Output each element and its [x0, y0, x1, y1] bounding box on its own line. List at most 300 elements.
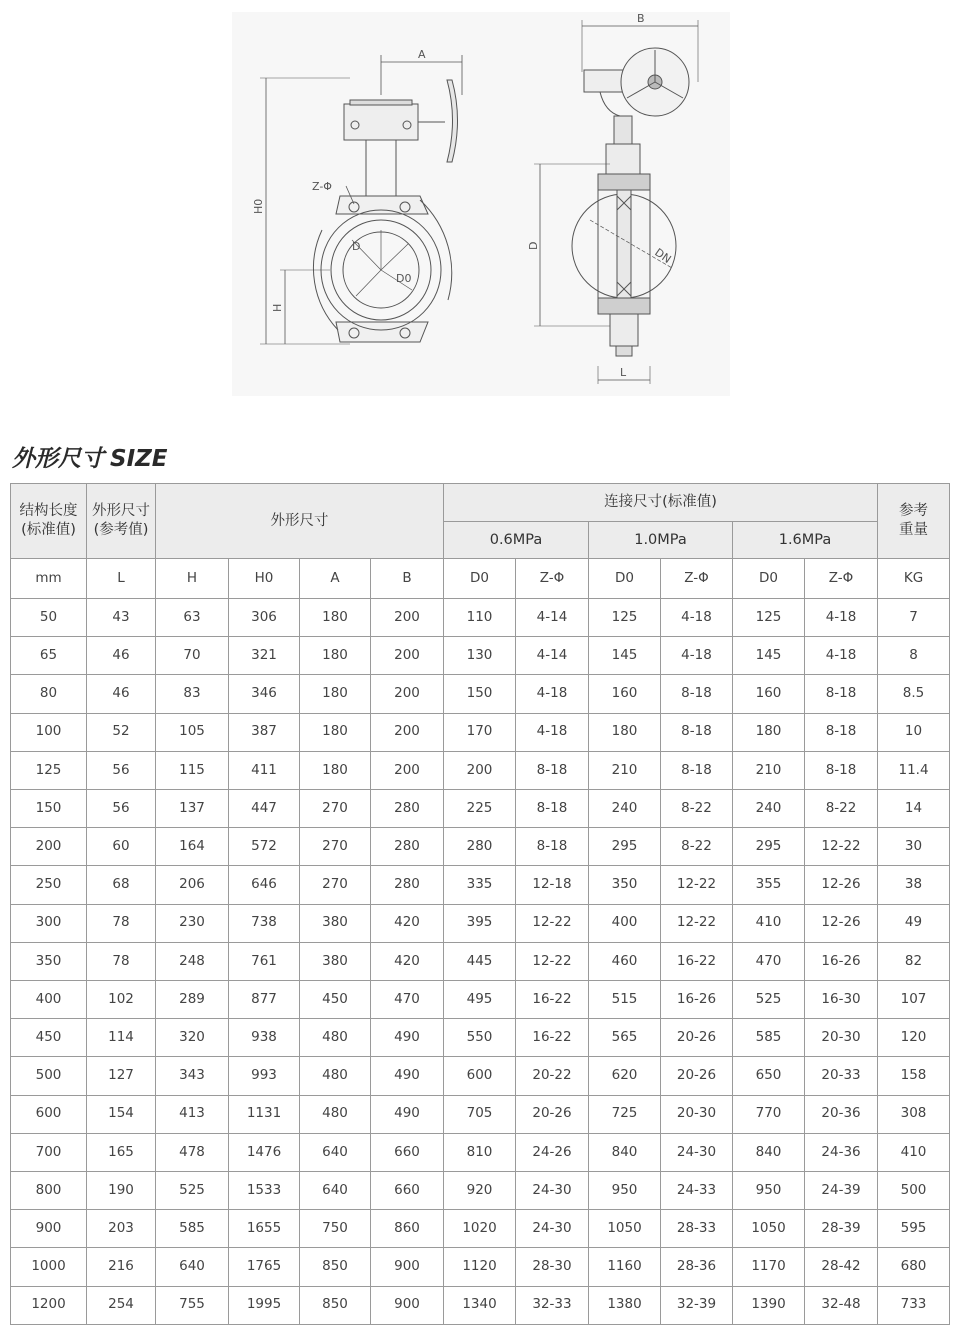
table-cell: 650: [733, 1057, 805, 1095]
table-row: [11, 904, 950, 942]
table-row: [11, 1133, 950, 1171]
table-cell: 321: [229, 637, 300, 675]
table-cell: 107: [878, 981, 950, 1019]
table-cell: 445: [444, 942, 516, 980]
table-cell: 500: [11, 1057, 87, 1095]
table-cell: 1131: [229, 1095, 300, 1133]
table-cell: 70: [156, 637, 229, 675]
table-cell: 350: [11, 942, 87, 980]
table-cell: 28-42: [805, 1248, 878, 1286]
table-cell: 1000: [11, 1248, 87, 1286]
side-bottom-plug: [616, 346, 632, 356]
table-cell: 490: [371, 1095, 444, 1133]
table-cell: 295: [733, 828, 805, 866]
table-cell: 28-36: [661, 1248, 733, 1286]
table-cell: 24-33: [661, 1172, 733, 1210]
table-row: [11, 828, 950, 866]
table-cell: 620: [589, 1057, 661, 1095]
table-cell: 1533: [229, 1172, 300, 1210]
table-cell: 1050: [733, 1210, 805, 1248]
table-cell: 32-39: [661, 1286, 733, 1324]
table-cell: 16-26: [805, 942, 878, 980]
table-cell: 150: [444, 675, 516, 713]
table-cell: 180: [300, 751, 371, 789]
table-cell: 900: [11, 1210, 87, 1248]
table-cell: 4-14: [516, 637, 589, 675]
table-cell: 1160: [589, 1248, 661, 1286]
table-cell: 216: [87, 1248, 156, 1286]
table-cell: 490: [371, 1057, 444, 1095]
table-cell: 470: [371, 981, 444, 1019]
table-cell: 387: [229, 713, 300, 751]
table-cell: 343: [156, 1057, 229, 1095]
table-cell: 83: [156, 675, 229, 713]
table-cell: 28-39: [805, 1210, 878, 1248]
table-cell: 1120: [444, 1248, 516, 1286]
table-cell: 28-33: [661, 1210, 733, 1248]
unit-cell: D0: [733, 559, 805, 599]
table-row: [11, 1248, 950, 1286]
table-cell: 4-18: [516, 675, 589, 713]
table-cell: 200: [371, 675, 444, 713]
label-h: H: [271, 303, 284, 312]
header-row-1: [11, 484, 950, 522]
table-cell: 24-30: [661, 1133, 733, 1171]
table-cell: 306: [229, 599, 300, 637]
table-cell: 8-18: [805, 713, 878, 751]
label-b: B: [637, 12, 645, 25]
table-row: [11, 1210, 950, 1248]
table-cell: 46: [87, 675, 156, 713]
table-cell: 761: [229, 942, 300, 980]
table-cell: 32-48: [805, 1286, 878, 1324]
table-cell: 240: [589, 790, 661, 828]
table-cell: 24-36: [805, 1133, 878, 1171]
header-pressure-1-6: 1.6MPa: [733, 522, 878, 559]
table-cell: 550: [444, 1019, 516, 1057]
table-cell: 24-26: [516, 1133, 589, 1171]
table-cell: 20-30: [661, 1095, 733, 1133]
table-cell: 565: [589, 1019, 661, 1057]
label-h0: H0: [252, 198, 265, 214]
table-cell: 640: [156, 1248, 229, 1286]
table-cell: 572: [229, 828, 300, 866]
unit-cell: D0: [589, 559, 661, 599]
table-cell: 16-26: [661, 981, 733, 1019]
side-seat-top: [598, 174, 650, 190]
table-cell: 52: [87, 713, 156, 751]
table-cell: 78: [87, 904, 156, 942]
table-cell: 125: [733, 599, 805, 637]
table-cell: 280: [444, 828, 516, 866]
table-row: [11, 790, 950, 828]
section-title: [12, 440, 168, 473]
table-cell: 8-22: [661, 828, 733, 866]
header-outer-ref: [87, 484, 156, 559]
table-cell: 8-18: [516, 790, 589, 828]
table-cell: 102: [87, 981, 156, 1019]
table-row: [11, 1172, 950, 1210]
table-cell: 8-18: [661, 751, 733, 789]
table-cell: 210: [589, 751, 661, 789]
table-cell: 640: [300, 1133, 371, 1171]
side-seat-bottom: [598, 298, 650, 314]
table-cell: 137: [156, 790, 229, 828]
table-row: [11, 981, 950, 1019]
table-cell: 4-18: [805, 637, 878, 675]
side-disc-stem: [617, 190, 631, 298]
table-cell: 20-36: [805, 1095, 878, 1133]
table-cell: 200: [371, 751, 444, 789]
table-row: [11, 1286, 950, 1324]
table-cell: 705: [444, 1095, 516, 1133]
table-cell: 660: [371, 1172, 444, 1210]
table-cell: 420: [371, 904, 444, 942]
table-cell: 300: [11, 904, 87, 942]
table-cell: 12-22: [516, 942, 589, 980]
table-cell: 755: [156, 1286, 229, 1324]
table-cell: 203: [87, 1210, 156, 1248]
unit-cell: H: [156, 559, 229, 599]
table-cell: 160: [733, 675, 805, 713]
label-d-side: D: [527, 241, 540, 250]
table-cell: 410: [878, 1133, 950, 1171]
table-cell: 480: [300, 1019, 371, 1057]
table-cell: 16-30: [805, 981, 878, 1019]
table-cell: 10: [878, 713, 950, 751]
side-gearbox: [584, 70, 624, 92]
header-pressure-1-0: 1.0MPa: [589, 522, 733, 559]
table-cell: 295: [589, 828, 661, 866]
table-cell: 78: [87, 942, 156, 980]
table-cell: 270: [300, 790, 371, 828]
table-cell: 289: [156, 981, 229, 1019]
table-cell: 180: [300, 675, 371, 713]
table-cell: 20-26: [516, 1095, 589, 1133]
table-cell: 1655: [229, 1210, 300, 1248]
table-cell: 160: [589, 675, 661, 713]
table-cell: 447: [229, 790, 300, 828]
table-cell: 410: [733, 904, 805, 942]
table-cell: 200: [371, 599, 444, 637]
table-cell: 8-18: [516, 751, 589, 789]
table-cell: 420: [371, 942, 444, 980]
header-weight: [878, 484, 950, 559]
table-cell: 180: [300, 637, 371, 675]
table-cell: 400: [589, 904, 661, 942]
table-cell: 950: [733, 1172, 805, 1210]
body-bottom-lug: [336, 322, 428, 342]
table-cell: 738: [229, 904, 300, 942]
table-cell: 600: [11, 1095, 87, 1133]
table-cell: 660: [371, 1133, 444, 1171]
table-row: [11, 866, 950, 904]
label-z: Z-Φ: [312, 180, 332, 193]
unit-cell: Z-Φ: [805, 559, 878, 599]
table-cell: 680: [878, 1248, 950, 1286]
table-cell: 993: [229, 1057, 300, 1095]
table-cell: 65: [11, 637, 87, 675]
table-cell: 411: [229, 751, 300, 789]
table-cell: 8-18: [661, 713, 733, 751]
table-cell: 63: [156, 599, 229, 637]
table-row: [11, 751, 950, 789]
table-cell: 164: [156, 828, 229, 866]
table-cell: 478: [156, 1133, 229, 1171]
section-title-en: SIZE: [110, 446, 168, 472]
table-cell: 320: [156, 1019, 229, 1057]
table-cell: 180: [300, 599, 371, 637]
table-cell: 11.4: [878, 751, 950, 789]
table-cell: 938: [229, 1019, 300, 1057]
table-row: [11, 637, 950, 675]
table-cell: 700: [11, 1133, 87, 1171]
table-row: [11, 942, 950, 980]
table-cell: 190: [87, 1172, 156, 1210]
table-cell: 125: [11, 751, 87, 789]
table-cell: 460: [589, 942, 661, 980]
table-row: [11, 1019, 950, 1057]
header-outer-dims: 外形尺寸: [156, 484, 444, 559]
table-cell: 154: [87, 1095, 156, 1133]
table-cell: 280: [371, 828, 444, 866]
size-table: [10, 483, 950, 1325]
table-cell: 210: [733, 751, 805, 789]
unit-cell: B: [371, 559, 444, 599]
table-row: [11, 1057, 950, 1095]
table-cell: 165: [87, 1133, 156, 1171]
table-cell: 355: [733, 866, 805, 904]
table-cell: 200: [444, 751, 516, 789]
table-cell: 28-30: [516, 1248, 589, 1286]
table-cell: 110: [444, 599, 516, 637]
label-dn: DN: [652, 245, 674, 267]
table-cell: 335: [444, 866, 516, 904]
table-cell: 12-26: [805, 866, 878, 904]
table-cell: 16-22: [661, 942, 733, 980]
table-cell: 395: [444, 904, 516, 942]
table-cell: 308: [878, 1095, 950, 1133]
table-cell: 500: [878, 1172, 950, 1210]
table-cell: 7: [878, 599, 950, 637]
table-cell: 646: [229, 866, 300, 904]
table-cell: 640: [300, 1172, 371, 1210]
table-cell: 16-22: [516, 1019, 589, 1057]
table-cell: 180: [300, 713, 371, 751]
table-cell: 100: [11, 713, 87, 751]
table-cell: 32-33: [516, 1286, 589, 1324]
table-cell: 12-22: [516, 904, 589, 942]
table-cell: 20-33: [805, 1057, 878, 1095]
table-cell: 115: [156, 751, 229, 789]
table-cell: 12-26: [805, 904, 878, 942]
table-cell: 4-18: [805, 599, 878, 637]
table-cell: 130: [444, 637, 516, 675]
table-cell: 800: [11, 1172, 87, 1210]
table-cell: 1200: [11, 1286, 87, 1324]
table-cell: 12-18: [516, 866, 589, 904]
label-a: A: [418, 48, 426, 61]
table-cell: 68: [87, 866, 156, 904]
table-cell: 346: [229, 675, 300, 713]
table-cell: 750: [300, 1210, 371, 1248]
table-cell: 595: [878, 1210, 950, 1248]
table-cell: 850: [300, 1286, 371, 1324]
header-pressure-0-6: 0.6MPa: [444, 522, 589, 559]
table-cell: 877: [229, 981, 300, 1019]
table-cell: 585: [733, 1019, 805, 1057]
header-connection: 连接尺寸(标准值): [444, 484, 878, 522]
table-cell: 470: [733, 942, 805, 980]
table-cell: 400: [11, 981, 87, 1019]
table-cell: 8-18: [805, 751, 878, 789]
table-cell: 200: [371, 713, 444, 751]
table-cell: 920: [444, 1172, 516, 1210]
unit-cell: H0: [229, 559, 300, 599]
table-cell: 480: [300, 1095, 371, 1133]
table-cell: 46: [87, 637, 156, 675]
valve-technical-drawing: [0, 0, 960, 410]
table-cell: 20-26: [661, 1057, 733, 1095]
header-outer-ref-line2: (参考值): [93, 522, 149, 538]
table-cell: 180: [589, 713, 661, 751]
side-stem-top: [614, 116, 632, 144]
table-cell: 1476: [229, 1133, 300, 1171]
table-cell: 105: [156, 713, 229, 751]
table-cell: 1380: [589, 1286, 661, 1324]
table-cell: 125: [589, 599, 661, 637]
table-cell: 8-18: [805, 675, 878, 713]
table-cell: 180: [733, 713, 805, 751]
table-cell: 495: [444, 981, 516, 1019]
table-cell: 1390: [733, 1286, 805, 1324]
table-cell: 860: [371, 1210, 444, 1248]
header-struct-line1: 结构长度: [19, 503, 78, 520]
table-cell: 270: [300, 828, 371, 866]
table-cell: 16-22: [516, 981, 589, 1019]
table-cell: 850: [300, 1248, 371, 1286]
table-cell: 8: [878, 637, 950, 675]
table-cell: 158: [878, 1057, 950, 1095]
table-cell: 150: [11, 790, 87, 828]
table-cell: 82: [878, 942, 950, 980]
table-cell: 56: [87, 790, 156, 828]
unit-cell: KG: [878, 559, 950, 599]
table-cell: 12-22: [805, 828, 878, 866]
header-weight-line2: 重量: [899, 522, 929, 538]
table-cell: 170: [444, 713, 516, 751]
unit-cell: D0: [444, 559, 516, 599]
table-cell: 810: [444, 1133, 516, 1171]
table-cell: 450: [11, 1019, 87, 1057]
label-d0: D0: [396, 272, 412, 285]
table-cell: 900: [371, 1248, 444, 1286]
table-cell: 8-18: [661, 675, 733, 713]
table-cell: 240: [733, 790, 805, 828]
table-row: [11, 1095, 950, 1133]
table-cell: 1020: [444, 1210, 516, 1248]
table-cell: 49: [878, 904, 950, 942]
table-cell: 280: [371, 790, 444, 828]
table-cell: 380: [300, 904, 371, 942]
header-outer-ref-line1: 外形尺寸: [92, 503, 150, 520]
table-cell: 4-14: [516, 599, 589, 637]
table-cell: 270: [300, 866, 371, 904]
table-cell: 56: [87, 751, 156, 789]
table-cell: 950: [589, 1172, 661, 1210]
unit-cell: mm: [11, 559, 87, 599]
table-cell: 480: [300, 1057, 371, 1095]
table-cell: 12-22: [661, 904, 733, 942]
table-cell: 12-22: [661, 866, 733, 904]
table-cell: 145: [589, 637, 661, 675]
table-cell: 770: [733, 1095, 805, 1133]
table-row: [11, 675, 950, 713]
table-cell: 43: [87, 599, 156, 637]
table-cell: 1050: [589, 1210, 661, 1248]
table-cell: 525: [156, 1172, 229, 1210]
table-cell: 380: [300, 942, 371, 980]
table-row: [11, 599, 950, 637]
table-cell: 490: [371, 1019, 444, 1057]
unit-cell: Z-Φ: [516, 559, 589, 599]
table-cell: 24-30: [516, 1210, 589, 1248]
table-cell: 14: [878, 790, 950, 828]
table-cell: 4-18: [661, 637, 733, 675]
gearbox-body: [344, 104, 418, 140]
table-cell: 8-22: [661, 790, 733, 828]
table-cell: 20-26: [661, 1019, 733, 1057]
table-cell: 1995: [229, 1286, 300, 1324]
label-d-front: D: [352, 240, 361, 253]
table-row: [11, 713, 950, 751]
table-cell: 450: [300, 981, 371, 1019]
gearbox-top: [350, 100, 412, 105]
table-cell: 254: [87, 1286, 156, 1324]
label-l: L: [620, 366, 627, 379]
table-cell: 200: [371, 637, 444, 675]
table-cell: 733: [878, 1286, 950, 1324]
table-cell: 206: [156, 866, 229, 904]
table-cell: 1340: [444, 1286, 516, 1324]
table-cell: 413: [156, 1095, 229, 1133]
table-cell: 350: [589, 866, 661, 904]
table-cell: 145: [733, 637, 805, 675]
table-cell: 8-22: [805, 790, 878, 828]
table-cell: 230: [156, 904, 229, 942]
table-cell: 38: [878, 866, 950, 904]
table-cell: 1170: [733, 1248, 805, 1286]
table-cell: 24-39: [805, 1172, 878, 1210]
units-row: [11, 559, 950, 599]
table-cell: 60: [87, 828, 156, 866]
unit-cell: Z-Φ: [661, 559, 733, 599]
table-cell: 20-30: [805, 1019, 878, 1057]
table-cell: 515: [589, 981, 661, 1019]
table-cell: 20-22: [516, 1057, 589, 1095]
table-cell: 525: [733, 981, 805, 1019]
table-cell: 4-18: [516, 713, 589, 751]
header-weight-line1: 参考: [899, 503, 929, 520]
table-cell: 600: [444, 1057, 516, 1095]
table-cell: 80: [11, 675, 87, 713]
table-cell: 1765: [229, 1248, 300, 1286]
table-cell: 8-18: [516, 828, 589, 866]
unit-cell: L: [87, 559, 156, 599]
side-stem-flange: [606, 144, 640, 174]
table-cell: 725: [589, 1095, 661, 1133]
section-title-zh: 外形尺寸: [12, 446, 104, 472]
